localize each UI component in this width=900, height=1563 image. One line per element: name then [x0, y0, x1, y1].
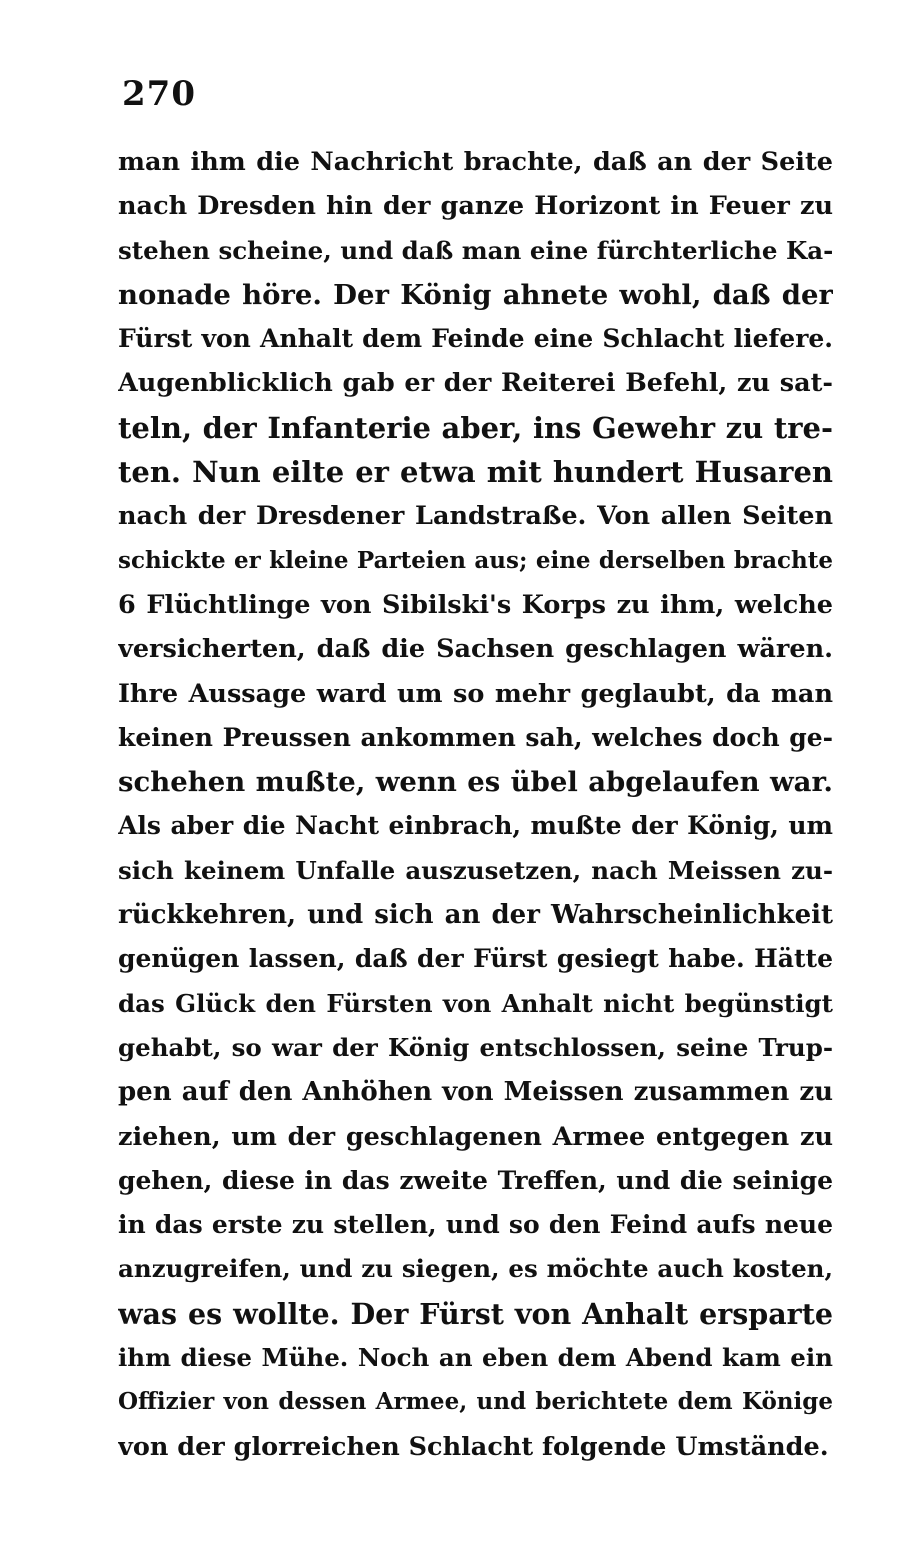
text-line: pen auf den Anhöhen von Meissen zusammen zu	[118, 1077, 833, 1108]
text-line: 6 Flüchtlinge von Sibilski's Korps zu ihm, welche	[118, 589, 833, 620]
text-line: ten. Nun eilte er etwa mit hundert Husaren	[118, 455, 833, 490]
text-line: gehabt, so war der König entschlossen, seine Trup-	[118, 1032, 833, 1062]
text-line: genügen lassen, daß der Fürst gesiegt habe. Hätte	[118, 944, 833, 974]
text-line: nach der Dresdener Landstraße. Von allen Seiten	[118, 501, 833, 532]
text-line: keinen Preussen ankommen sah, welches doch ge-	[118, 722, 833, 752]
text-line: anzugreifen, und zu siegen, es möchte auch kosten,	[118, 1254, 833, 1284]
text-line: rückkehren, und sich an der Wahrscheinlichkeit	[118, 900, 833, 931]
text-line: in das erste zu stellen, und so den Feind aufs neue	[118, 1210, 833, 1240]
text-line: nonade höre. Der König ahnete wohl, daß der	[118, 278, 833, 311]
text-line: ihm diese Mühe. Noch an eben dem Abend kam ein	[118, 1343, 833, 1373]
text-line: von der glorreichen Schlacht folgende Umstände.	[118, 1431, 829, 1462]
text-line: stehen scheine, und daß man eine fürchterliche Ka-	[118, 235, 833, 265]
text-line: teln, der Infanterie aber, ins Gewehr zu tre-	[118, 410, 833, 445]
text-line: ziehen, um der geschlagenen Armee entgegen zu	[118, 1121, 833, 1152]
text-line: gehen, diese in das zweite Treffen, und die seinige	[118, 1165, 833, 1195]
text-line: nach Dresden hin der ganze Horizont in Feuer zu	[118, 191, 833, 222]
text-line: Ihre Aussage ward um so mehr geglaubt, da man	[118, 678, 833, 709]
text-line: schickte er kleine Parteien aus; eine derselben brachte	[118, 546, 833, 574]
text-line: man ihm die Nachricht brachte, daß an der Seite	[118, 147, 833, 177]
text-line: schehen mußte, wenn es übel abgelaufen war.	[118, 766, 833, 799]
page-number: 270	[122, 74, 196, 114]
text-line: versicherten, daß die Sachsen geschlagen wären.	[118, 634, 833, 665]
text-line: sich keinem Unfalle auszusetzen, nach Meissen zu-	[118, 855, 833, 885]
body-text	[118, 140, 833, 1469]
text-line: Offizier von dessen Armee, und berichtete dem Könige	[118, 1388, 833, 1416]
text-line: das Glück den Fürsten von Anhalt nicht begünstigt	[118, 988, 833, 1018]
text-line: Augenblicklich gab er der Reiterei Befehl, zu sat-	[118, 368, 833, 399]
text-line: Als aber die Nacht einbrach, mußte der König, um	[118, 811, 833, 841]
text-line: was es wollte. Der Fürst von Anhalt ersparte	[118, 1296, 833, 1331]
text-line: Fürst von Anhalt dem Feinde eine Schlacht liefere.	[118, 324, 833, 354]
